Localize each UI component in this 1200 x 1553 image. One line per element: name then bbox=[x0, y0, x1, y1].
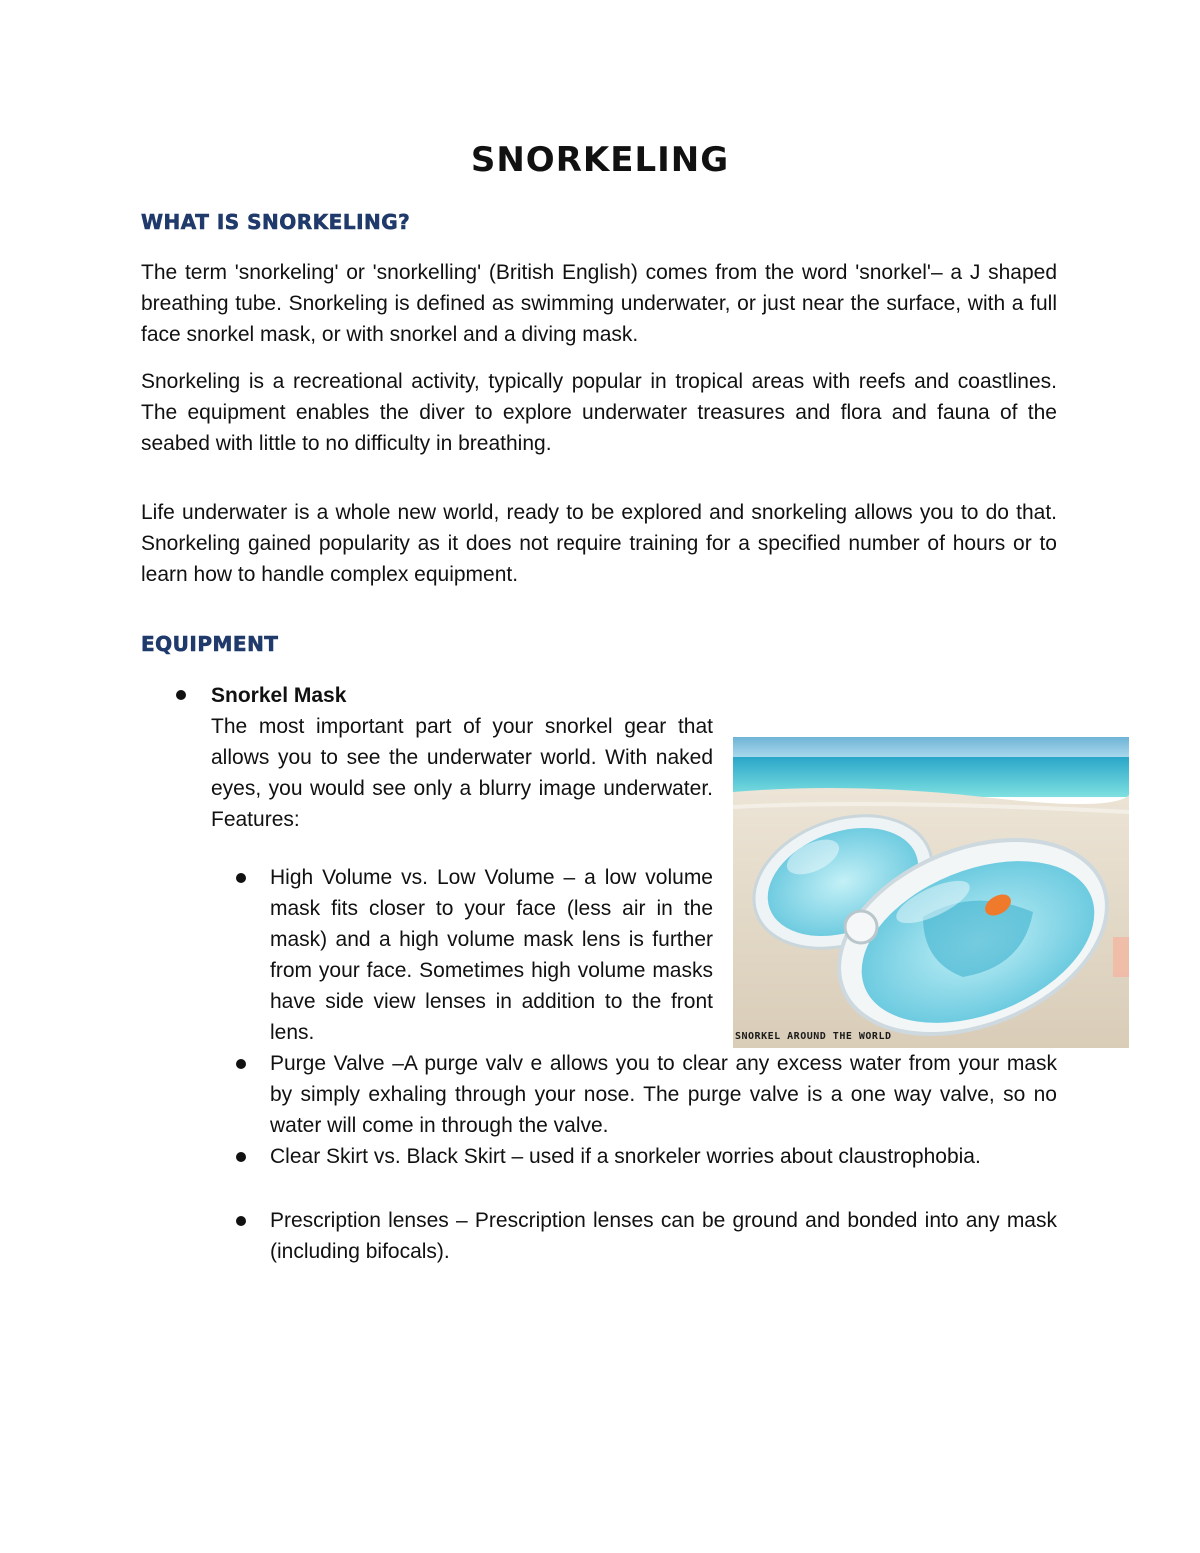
section-heading-what-is-snorkeling: WHAT IS SNORKELING? bbox=[141, 210, 411, 234]
bullet-icon bbox=[236, 1216, 246, 1226]
bullet-icon bbox=[176, 690, 186, 700]
page-title: SNORKELING bbox=[470, 140, 730, 180]
feature-skirt: Clear Skirt vs. Black Skirt – used if a snorkeler worries about claustrophobia. bbox=[270, 1145, 981, 1168]
snorkel-masks-photo bbox=[733, 737, 1129, 1048]
snorkel-mask-title: Snorkel Mask bbox=[211, 684, 347, 707]
snorkel-mask-description: The most important part of your snorkel gear that allows you to see the underwater world. With naked eyes, you would see only a blurry image underwater. Features: bbox=[211, 715, 713, 831]
feature-volume: High Volume vs. Low Volume – a low volume mask fits closer to your face (less air in the mask) and a high volume mask lens is further from your face. Sometimes high volume masks have side view lenses in addition to the front lens. bbox=[270, 866, 713, 1044]
feature-prescription-lenses: Prescription lenses – Prescription lenses can be ground and bonded into any mask (including bifocals). bbox=[270, 1209, 1057, 1263]
paragraph-recreational: Snorkeling is a recreational activity, typically popular in tropical areas with reefs and coastlines. The equipment enables the diver to explore underwater treasures and flora and fauna of the seabed with little to no difficulty in breathing. bbox=[141, 370, 1057, 455]
bullet-icon bbox=[236, 873, 246, 883]
bullet-icon bbox=[236, 1059, 246, 1069]
feature-purge-valve: Purge Valve –A purge valv e allows you to clear any excess water from your mask by simply exhaling through your nose. The purge valve is a one way valve, so no water will come in through the valve. bbox=[270, 1052, 1057, 1137]
bullet-icon bbox=[236, 1152, 246, 1162]
list-item-snorkel-mask bbox=[211, 680, 713, 835]
section-heading-equipment: EQUIPMENT bbox=[141, 632, 279, 656]
paragraph-life-underwater: Life underwater is a whole new world, ready to be explored and snorkeling allows you to do that. Snorkeling gained popularity as it does not require training for a specified number of hours or to learn how to handle complex equipment. bbox=[141, 501, 1057, 586]
photo-watermark: SNORKEL AROUND THE WORLD bbox=[735, 1031, 892, 1042]
paragraph-definition: The term 'snorkeling' or 'snorkelling' (British English) comes from the word 'snorkel'– a J shaped breathing tube. Snorkeling is defined as swimming underwater, or just near the surface, with a full face snorkel mask, or with snorkel and a diving mask. bbox=[141, 261, 1057, 346]
